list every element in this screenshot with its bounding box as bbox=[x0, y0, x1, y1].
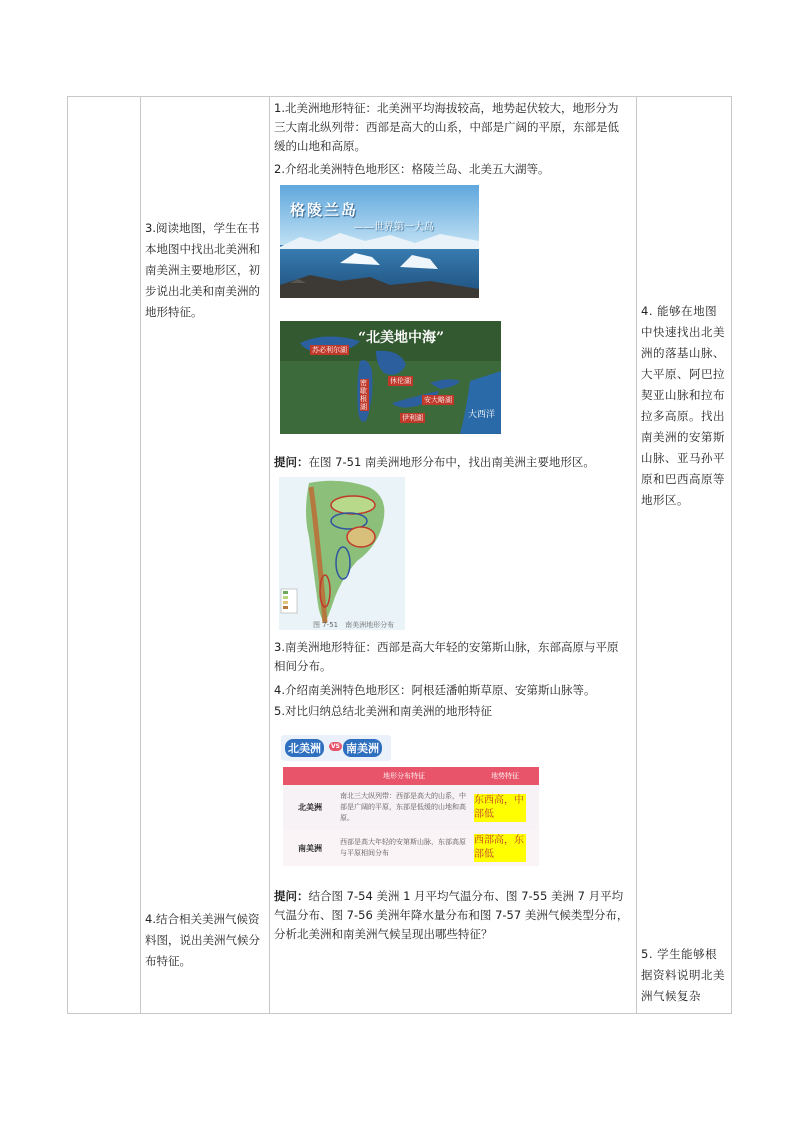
label-atlantic: 大西洋 bbox=[468, 410, 496, 420]
col-stage bbox=[68, 97, 141, 1014]
label-ontario: 安大略湖 bbox=[424, 396, 452, 404]
header-distribution: 地形分布特征 bbox=[383, 772, 425, 780]
south-america-map bbox=[279, 477, 405, 630]
tag-vs: VS bbox=[331, 743, 340, 750]
comparison-tag-bar bbox=[281, 735, 391, 761]
row-name: 南美洲 bbox=[298, 843, 322, 853]
tag-south-america: 南美洲 bbox=[343, 739, 382, 757]
greenland-subtitle: ——世界第一大岛 bbox=[354, 222, 434, 233]
content-question-2 bbox=[274, 887, 629, 944]
header-blank bbox=[283, 767, 337, 785]
greenland-image bbox=[280, 185, 479, 298]
question-1-text: 在图 7-51 南美洲地形分布中，找出南美洲主要地形区。 bbox=[308, 455, 595, 469]
row-trend: 东西高，中部低 bbox=[474, 794, 524, 820]
greenland-title: 格陵兰岛 bbox=[290, 201, 359, 219]
row-trend-cell bbox=[471, 785, 539, 830]
table-row bbox=[283, 830, 539, 866]
question-2-text: 结合图 7-54 美洲 1 月平均气温分布、图 7-55 美洲 7 月平均气温分布、图 7-56 美洲年降水量分布和图 7-57 美洲气候类型分布，分析北美洲和南美洲气候呈现出哪些特征？ bbox=[274, 889, 629, 941]
activity-item-4: 4.结合相关美洲气候资料图，说出美洲气候分布特征。 bbox=[145, 912, 260, 968]
content-p5: 5.对比归纳总结北美洲和南美洲的地形特征 bbox=[274, 704, 492, 718]
table-row bbox=[283, 785, 539, 830]
label-erie: 伊利湖 bbox=[402, 414, 423, 422]
label-huron: 休伦湖 bbox=[390, 377, 411, 385]
goal-item-5: 5. 学生能够根据资料说明北美洲气候复杂 bbox=[641, 947, 725, 1003]
activity-item-3: 3.阅读地图，学生在书本地图中找出北美洲和南美洲主要地形区，初步说出北美和南美洲的地形特征。 bbox=[145, 221, 260, 319]
comparison-table bbox=[283, 767, 539, 866]
south-america-illustration bbox=[279, 477, 405, 630]
tag-north-america: 北美洲 bbox=[285, 739, 324, 757]
row-distribution: 南北三大纵列带：西部是高大的山系，中部是广阔的平原，东部是低缓的山地和高原。 bbox=[340, 792, 466, 822]
question-2-label: 提问： bbox=[274, 889, 309, 903]
content-p3: 3.南美洲地形特征：西部是高大年轻的安第斯山脉，东部高原与平原相间分布。 bbox=[274, 640, 619, 673]
comparison-header-row bbox=[283, 767, 539, 785]
content-question-1 bbox=[274, 453, 629, 472]
content-p1: 1.北美洲地形特征：北美洲平均海拔较高，地势起伏较大，地形分为三大南北纵列带：西部是高大的山系，中部是广阔的平原，东部是低缓的山地和高原。 bbox=[274, 101, 619, 153]
row-distribution: 西部是高大年轻的安第斯山脉，东部高原与平原相间分布 bbox=[340, 838, 466, 857]
header-trend: 地势特征 bbox=[491, 772, 519, 780]
goal-item-4: 4. 能够在地图中快速找出北美洲的落基山脉、大平原、阿巴拉契亚山脉和拉布拉多高原。找出南美洲的安第斯山脉、亚马孙平原和巴西高原等地形区。 bbox=[641, 304, 725, 507]
great-lakes-image bbox=[280, 321, 501, 434]
row-trend: 西部高，东部低 bbox=[474, 835, 524, 860]
col-goal bbox=[637, 97, 732, 1014]
content-p4: 4.介绍南美洲特色地形区：阿根廷潘帕斯草原、安第斯山脉等。 bbox=[274, 683, 596, 697]
label-superior: 苏必利尔湖 bbox=[312, 346, 347, 354]
row-name: 北美洲 bbox=[298, 803, 322, 812]
great-lakes-title: “北美地中海” bbox=[358, 330, 445, 346]
row-trend-cell bbox=[471, 830, 539, 866]
content-p2: 2.介绍北美洲特色地形区：格陵兰岛、北美五大湖等。 bbox=[274, 162, 550, 176]
label-michigan: 密歇根湖 bbox=[360, 379, 367, 411]
question-1-label: 提问： bbox=[274, 455, 309, 469]
comparison-figure bbox=[281, 735, 539, 870]
south-america-caption: 图 7-51 南美洲地形分布 bbox=[313, 621, 395, 629]
